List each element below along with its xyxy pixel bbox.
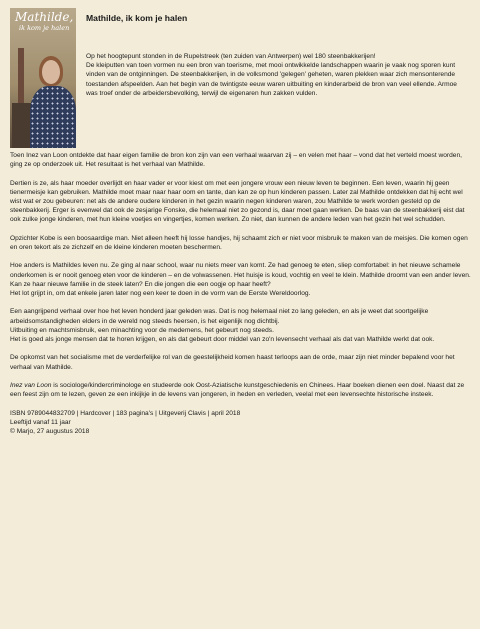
review-title: Mathilde, ik kom je halen: [86, 13, 188, 23]
author-bio: [10, 381, 472, 399]
book-cover-image: [10, 8, 76, 148]
paragraph-6: De opkomst van het socialisme met de verderfelijke rol van de geestelijkheid komen haast terloops aan de orde, maar zijn niet minder bepalend voor het verhaal van Mathilde.: [10, 354, 455, 371]
review-body: [10, 151, 472, 436]
cover-title: Mathilde,: [15, 10, 74, 24]
review-signature: © Marjo, 27 augustus 2018: [10, 427, 90, 435]
cover-dress-pattern: [30, 86, 76, 148]
paragraph-4: Hoe anders is Mathildes leven nu. Ze ging al naar school, waar nu niets meer van komt. Ze had genoeg te eten, sliep comfortabel: in het nieuwe schamele onderkomen is er nooit genoeg eten voor de kinderen – en de volwassenen. Het huisje is koud, vochtig en veel te klein. Mathilde droomt van een ander leven. Kan ze haar nieuwe familie in de steek laten? En die jongen die een oogje op haar heeft? Het lot grijpt in, om dat enkele jaren later nog een keer te doen in de vorm van de Eerste Wereldoorlog.: [10, 262, 471, 297]
intro-paragraph: Op het hoogtepunt stonden in de Rupelstreek (ten zuiden van Antwerpen) wel 180 steenbakkerijen! De kleiputten van toen vormen nu een bron van toerisme, met mooi ontwikkelde landschappen waarin je vaak nog sporen kunt vinden van de ontginningen. De steenbakkerijen, in de volksmond 'gelegen' geheten, waren plekken waar zich mensonterende toestanden afspeelden. Aan het begin van de twintigste eeuw waren uitbuiting en kinderarbeid de bron van veel ellende. Armoe was troef onder de arbeidersbevolking, terwijl de eigenaren hun zakken vulden.: [86, 53, 457, 97]
author-bio-text: is sociologe/kindercriminologe en studeerde ook Oost-Aziatische kunstgeschiedenis en Chinees. Haar boeken dienen een doel. Naast dat ze een feest zijn om te lezen, geven ze een inkijkje in de levens van jongeren, in heden en verleden, veelal met een levensechte historische insteek.: [10, 381, 465, 399]
paragraph-2: Dertien is ze, als haar moeder overlijdt en haar vader er voor kiest om met een jongere vrouw een nieuw leven te beginnen. Een leven, waarin hij geen tienermeisje kan gebruiken. Mathilde moet maar naar haar oom en tante, dan kan ze op hun kinderen passen. Later zal Mathilde ontdekken dat hij echt wel wist wat er zou gebeuren: net als de andere oudere kinderen in het gezin waarin negen kinderen waren, zou Mathilde te werk worden gesteld op de steenbakkerij. Erger is evenwel dat ook de zesjarige Fonske, die helemaal niet zo gezond is, daar moet gaan werken. De baas van de steenbakkerij eist dat ook zulke jonge kinderen, met hun kleine voetjes en vingertjes, komen werken. Zo niet, dan kunnen de andere leden van het gezin het wel schudden.: [10, 179, 465, 224]
paragraph-5: Een aangrijpend verhaal over hoe het leven honderd jaar geleden was. Dat is nog helemaal niet zo lang geleden, en als je weet dat soortgelijke arbeidsomstandigheden elders in de wereld nog steeds heersen, is het eigenlijk nog dichtbij. Uitbuiting en machtsmisbruik, een minachting voor de medemens, het gebeurt nog steeds. Het is goed als jonge mensen dat te horen krijgen, en als dat gebeurt door middel van zo'n levensecht verhaal als dat van Mathilde werkt dat ook.: [10, 308, 435, 343]
paragraph-3: Opzichter Kobe is een boosaardige man. Niet alleen heeft hij losse handjes, hij schaamt zich er niet voor misbruik te maken van de meisjes. Die komen ogen en oren tekort als ze zichzelf en de kleine kinderen moeten beschermen.: [10, 234, 468, 251]
age-line: Leeftijd vanaf 11 jaar: [10, 418, 71, 426]
isbn-line: ISBN 9789044832709 | Hardcover | 183 pagina's | Uitgeverij Clavis | april 2018: [10, 409, 241, 417]
paragraph-1: Toen Inez van Loon ontdekte dat haar eigen familie de bron kon zijn van een verhaal waarvan zij – en velen met haar – vond dat het verteld moest worden, ging ze op onderzoek uit. Het resultaat is het verhaal van Mathilde.: [10, 152, 462, 169]
cover-face: [42, 60, 60, 84]
cover-subtitle: ik kom je halen: [19, 24, 70, 32]
author-name: Inez van Loon: [10, 381, 52, 389]
